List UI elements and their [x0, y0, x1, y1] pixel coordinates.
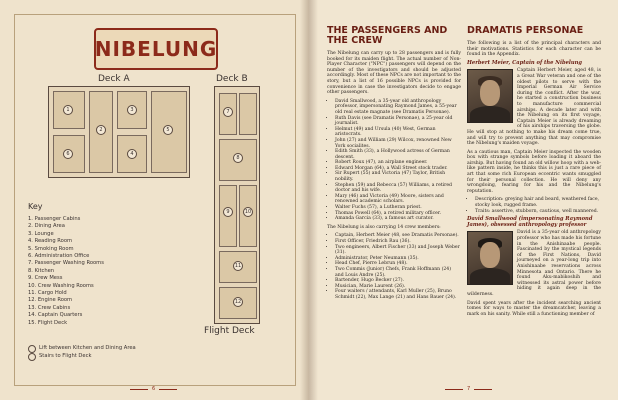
folio-number: 7 — [467, 386, 471, 392]
page-number-right — [445, 386, 492, 392]
trait-list — [467, 197, 601, 214]
list-item: • Administrator, Peter Neumann (35). — [335, 256, 461, 262]
crew-list — [327, 233, 461, 300]
key-item: 15. Flight Deck — [28, 319, 68, 326]
key-item: 14. Captain Quarters — [28, 312, 83, 319]
stairs-icon — [28, 353, 36, 361]
list-item: • Two engineers, Albert Fischer (33) and Joseph Weber (31). — [335, 245, 461, 256]
title-banner — [94, 28, 218, 70]
key-item: 6. Administration Office — [28, 253, 90, 260]
portrait-herbert-meier — [467, 69, 513, 123]
legend-row — [28, 353, 136, 361]
plan-marker: 1 — [63, 105, 73, 115]
plan-room — [239, 93, 257, 135]
paragraph: The Nibelung is also carrying 14 crew members: — [327, 224, 441, 230]
character-title: David Smallwood (impersonating Raymond James), obsessed anthropology professor — [467, 216, 593, 228]
list-item: • Four waiters / attendants, Karl Muller (25), Bruno Schmidt (22), Max Lange (21) and Hans Bauer (24). — [335, 289, 461, 300]
deck-b-plan — [214, 86, 260, 324]
key-item: 8. Kitchen — [28, 267, 55, 274]
deck-a-title: Deck A — [98, 74, 130, 84]
list-item: • Head Chef, Pierre Lebrun (48). — [335, 261, 461, 267]
portrait-shoulders — [470, 106, 510, 122]
key-list — [28, 216, 104, 327]
list-item: • Musician, Marie Laurent (26). — [335, 284, 461, 290]
paragraph: As a cautious man, Captain Meier inspected the wooden box with strange symbols before loading it aboard the airship. But having found an old willow hoop with a web-like pattern inside, he thinks this is just a rare piece of art that some rich European eccentric wants smuggled for their personal collection. He will deny any wrongdoing, fearing for his and the Nibelung's reputation. — [467, 149, 601, 194]
folio-rule — [474, 389, 492, 390]
heading-passengers: THE PASSENGERS AND THE CREW — [327, 25, 448, 46]
key-item: 3. Lounge — [28, 230, 54, 237]
map-legend — [28, 345, 136, 361]
folio-rule — [130, 389, 148, 390]
list-item: • John (27) and William (29) Wilcox, renowned New York socialites. — [335, 138, 461, 149]
plan-marker: 11 — [234, 263, 242, 269]
plan-marker: 12 — [234, 299, 242, 305]
plan-marker: 6 — [63, 149, 73, 159]
paragraph: The Nibelung can carry up to 28 passengers and is fully booked for its maiden flight. The actual number of Non-Player Character ("NPC") passengers will depend on the number of the investigators and should be adjusted accordingly. Most of these NPCs are not important to the story, but a list of 16 possible NPCs is provided for convenience in case the investigators decide to engage other passengers. — [327, 51, 461, 96]
key-item: 4. Reading Room — [28, 238, 73, 245]
list-item: • Traits: assertive, stubborn, cautious, well mannered. — [475, 209, 601, 215]
book-gutter — [300, 0, 318, 400]
page-number-left — [130, 386, 177, 392]
legend-row — [28, 345, 136, 353]
deck-b-title: Deck B — [216, 74, 248, 84]
key-item: 7. Passenger Washing Rooms — [28, 260, 104, 267]
plan-marker: 3 — [127, 105, 137, 115]
paragraph: Captain Herbert Meier, aged 48, is a Great War veteran and one of the oldest pilots to serve with the Imperial German Air Service during the conflict. After the war, he started a construction business to manufacture commercial airships. A decade later and with the Nibelung on its first voyage, Captain Meier is already dreaming of his airships traversing the globe. He will stop at nothing to make his dream come true, and will try to prevent anything that may compromise the Nibelung's maiden voyage. — [467, 68, 601, 147]
legend-label: Stairs to Flight Deck — [39, 353, 92, 360]
portrait-david-smallwood — [467, 231, 513, 285]
plan-marker: 10 — [244, 209, 252, 215]
lift-icon — [28, 345, 36, 353]
portrait-shoulders — [470, 268, 510, 284]
portrait-face — [480, 242, 500, 268]
list-item: • Walter Fuchs (57), a Lutheran priest. — [335, 205, 461, 211]
list-item: • Helmut (49) and Ursula (40) West, German aristocrats. — [335, 127, 461, 138]
right-page — [309, 0, 618, 400]
list-item: • Edward Morgan (64), a Wall Street stock trader. — [335, 166, 461, 172]
column-dramatis-personae — [467, 26, 601, 320]
paragraph: The following is a list of the principal characters and their motivations. Statistics for each character can be found in the Appendix. — [467, 41, 601, 58]
list-item: • Ruth Davis (see Dramatis Personae), a 25-year old journalist. — [335, 116, 461, 127]
list-item: • Robert Roux (47), an airplane engineer. — [335, 160, 461, 166]
key-item: 11. Cargo Hold — [28, 290, 67, 297]
key-item: 9. Crew Mess — [28, 275, 63, 282]
key-item: 13. Crew Cabins — [28, 304, 71, 311]
list-item: • Thomas Powell (64), a retired military officer. — [335, 211, 461, 217]
list-item: • First Officer, Friedrich Rau (36). — [335, 239, 461, 245]
paragraph: David spent years after the incident searching ancient tomes for ways to master the dreamcatcher, leaving a mark on his sanity. While still a functioning member of — [467, 300, 601, 317]
deck-a-plan — [48, 86, 190, 178]
flight-deck-title: Flight Deck — [204, 326, 255, 336]
key-title: Key — [28, 202, 43, 211]
key-item: 1. Passenger Cabins — [28, 216, 81, 222]
passenger-list — [327, 99, 461, 222]
plan-marker: 4 — [127, 149, 137, 159]
list-item: • Description: greying hair and beard, weathered face, stocky look, rugged frame. — [475, 197, 601, 208]
banner-title: NIBELUNG — [94, 37, 218, 61]
paragraph: David is a 35-year old anthropology professor who has made his fortune in the Anishinaabe people. Fascinated by the mystical legends of the First Nations, David journeyed on a year-long trip into Anishinaabe reservations across Minnesota and Ontario. There he found Aku-mabikoshih and witnessed its astral power before hiding it again deep in the wilderness. — [467, 230, 601, 297]
key-item: 5. Smoking Room — [28, 245, 74, 252]
folio-rule — [159, 389, 177, 390]
column-passengers — [327, 26, 461, 304]
folio-rule — [445, 389, 463, 390]
character-title: Herbert Meier, Captain of the Nibelung — [467, 59, 583, 66]
list-item: • Mary (46) and Victoria (49) Moore, sisters and renowned academic scholars. — [335, 194, 461, 205]
key-item: 10. Crew Washing Rooms — [28, 282, 94, 289]
list-item: • Stephen (59) and Rebecca (57) Williams, a retired doctor and his wife. — [335, 183, 461, 194]
folio-number: 6 — [152, 386, 156, 392]
portrait-face — [480, 80, 500, 106]
key-item: 2. Dining Area — [28, 223, 65, 230]
plan-marker: 9 — [223, 207, 233, 217]
list-item: • Edith Smith (33), a Hollywood actress of German descent. — [335, 149, 461, 160]
heading-dramatis-personae: DRAMATIS PERSONAE — [467, 25, 584, 36]
plan-marker: 5 — [163, 125, 173, 135]
list-item: • Captain, Herbert Meier (48, see Dramatis Personae). — [335, 233, 461, 239]
key-item: 12. Engine Room — [28, 297, 73, 304]
list-item: • David Smallwood, a 35-year old anthropology professor, impersonating Raymond James, a 55-year old real estate magnate (see Dramatis Personae). — [335, 99, 461, 116]
list-item: • Sir Rupert (55) and Victoria (47) Taylor, British nobility. — [335, 171, 461, 182]
plan-marker: 8 — [233, 153, 243, 163]
plan-marker: 2 — [96, 125, 106, 135]
list-item: • Amanda Garcia (33), a famous art curator. — [335, 216, 461, 222]
list-item: • Two Commis (Junior) Chefs, Frank Hoffmann (24) and Louis Andre (25). — [335, 267, 461, 278]
list-item: • Bartender, Hugo Becker (27). — [335, 278, 461, 284]
plan-marker: 7 — [223, 107, 233, 117]
legend-label: Lift between Kitchen and Dining Area — [39, 345, 136, 352]
